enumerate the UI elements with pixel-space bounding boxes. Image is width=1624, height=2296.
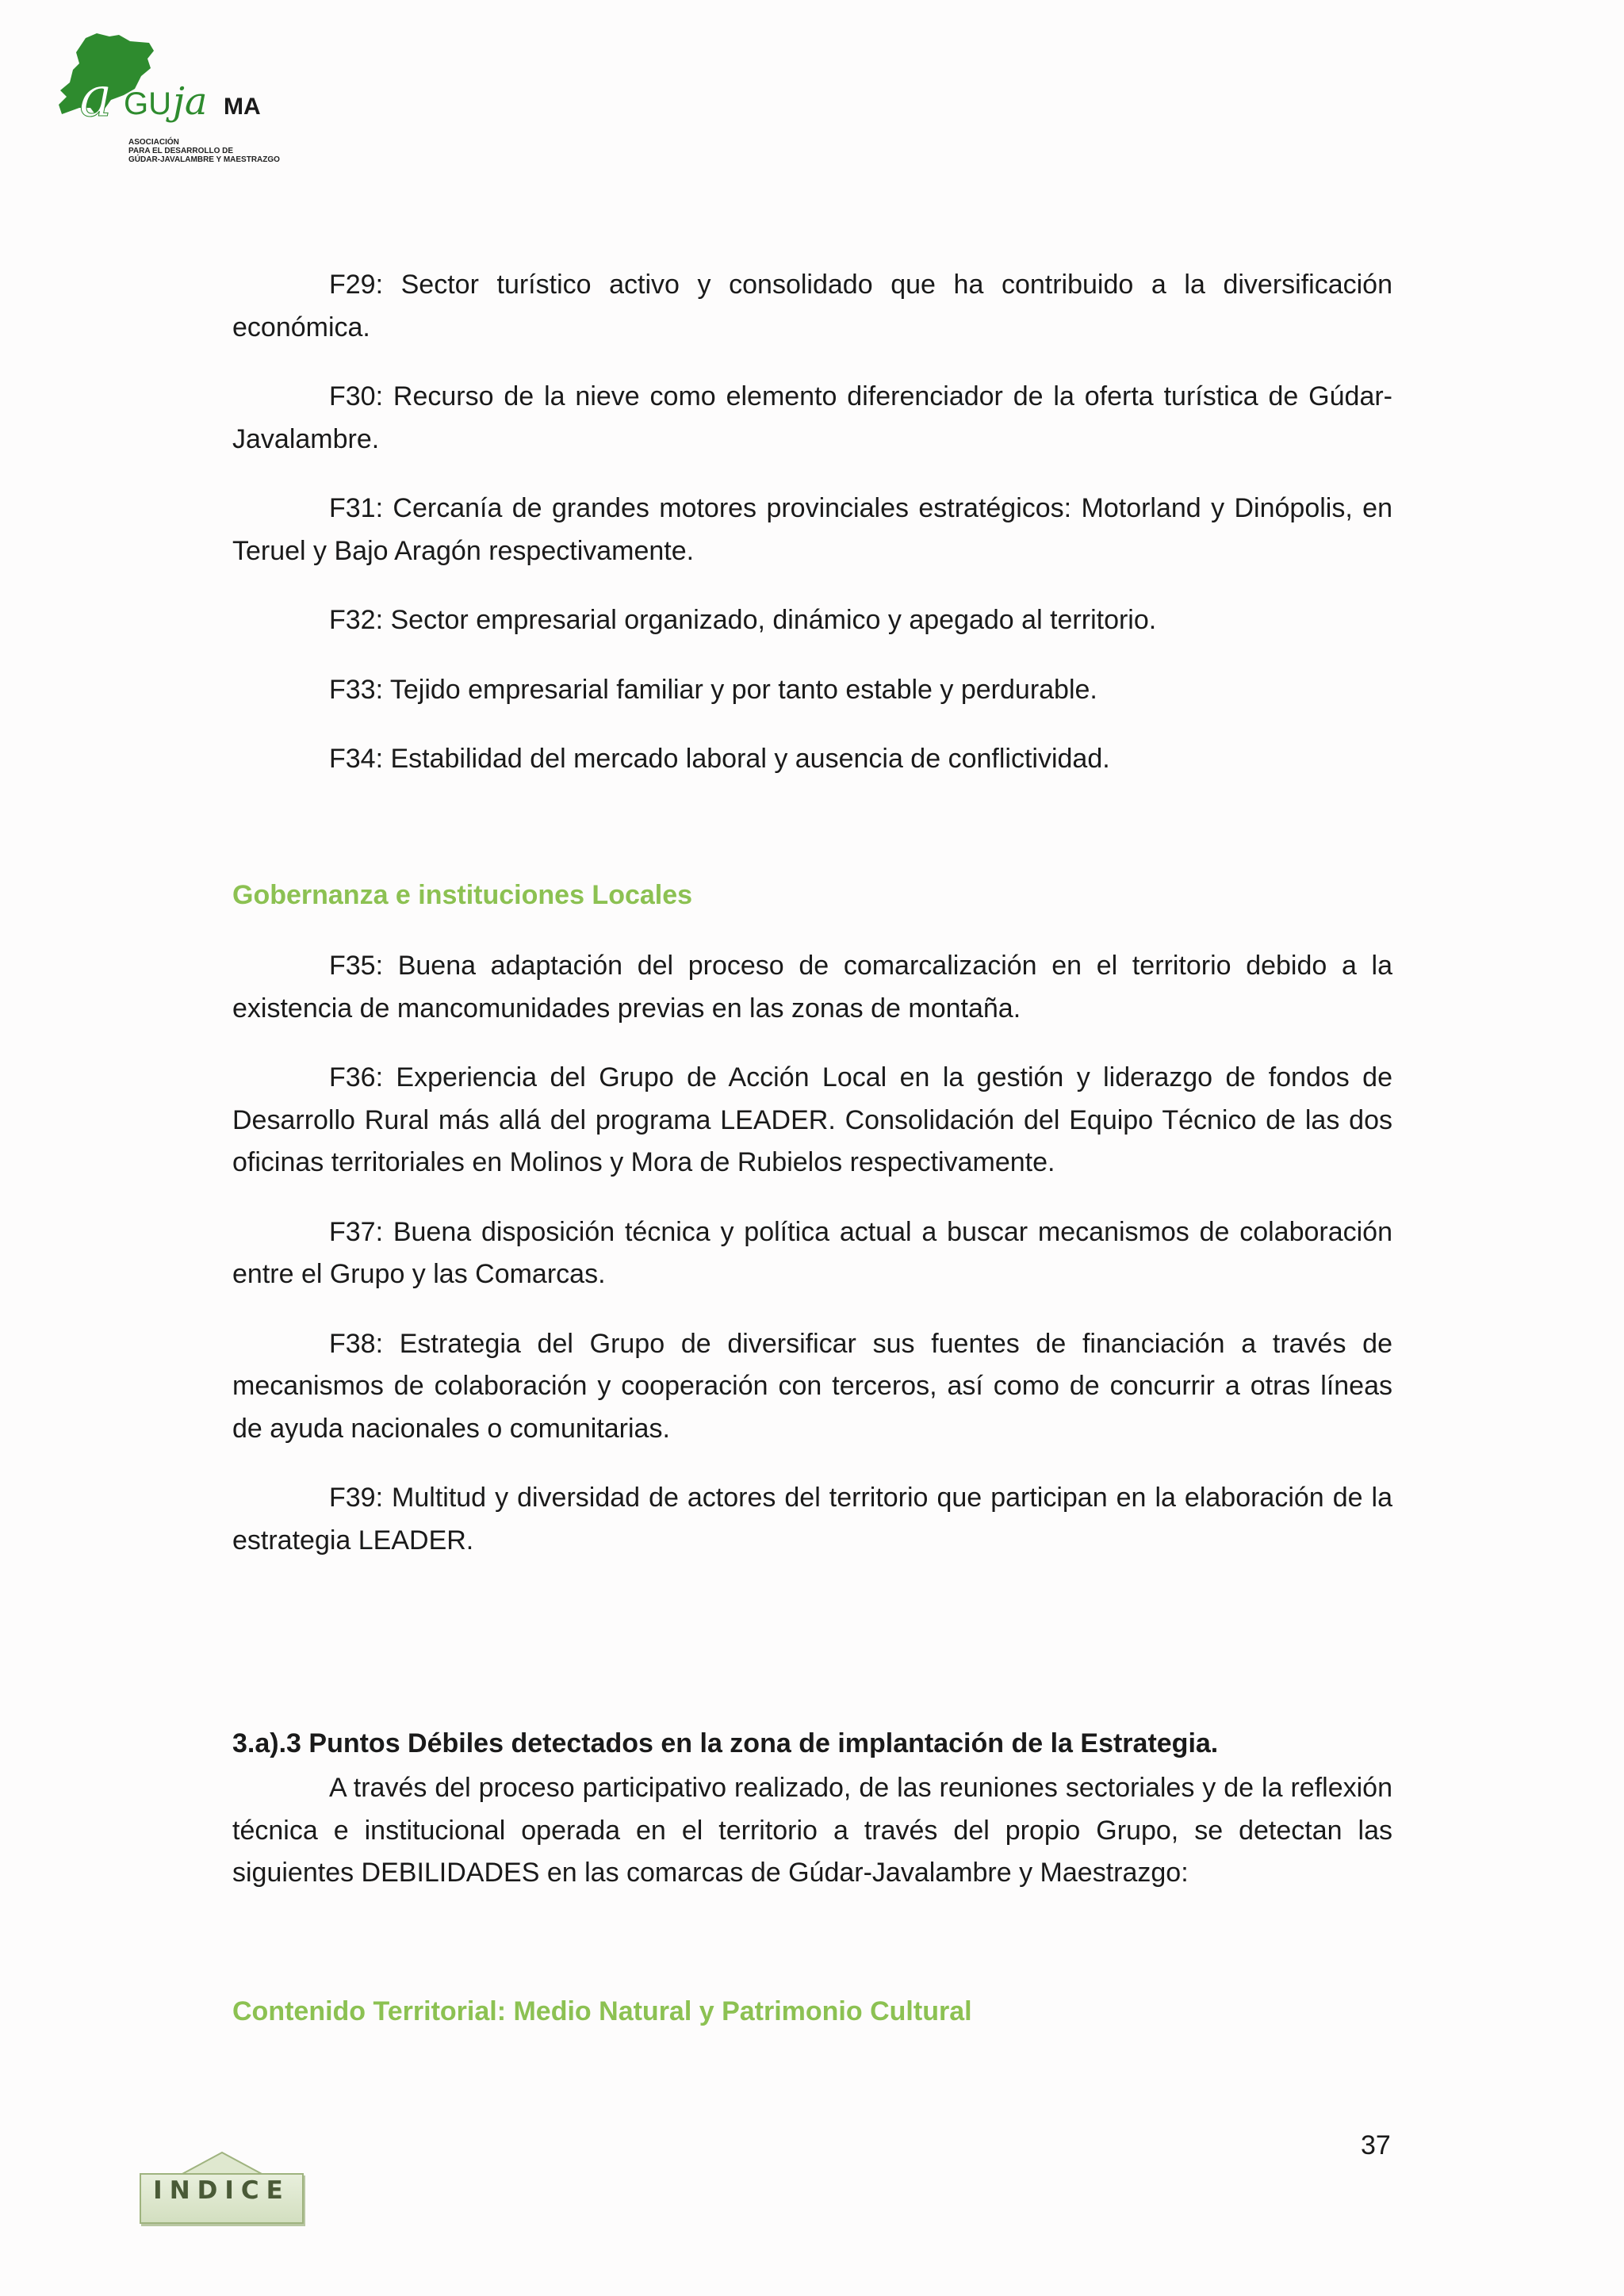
section-heading-weaknesses: 3.a).3 Puntos Débiles detectados en la zona de implantación de la Estrategia. [232, 1728, 1219, 1758]
svg-text:MA: MA [224, 94, 261, 120]
strengths-block-governance [232, 945, 1392, 1562]
indice-label: INDICE [153, 2176, 290, 2205]
paragraph-f33: F33: Tejido empresarial familiar y por tanto estable y perdurable. [329, 674, 1097, 705]
paragraph-f31: F31: Cercanía de grandes motores provinciales estratégicos: Motorland y Dinópolis, en Teruel y Bajo Aragón respectivamente. [232, 493, 1392, 566]
svg-text:GU: GU [124, 86, 171, 121]
paragraph-f36: F36: Experiencia del Grupo de Acción Local en la gestión y liderazgo de fondos de Desarrollo Rural más allá del programa LEADER. Consolidación del Equipo Técnico de las dos oficinas territoriales en Molinos y Mora de Rubielos respectivamente. [232, 1062, 1392, 1177]
logo-subtitle [128, 138, 280, 164]
heading-contenido-territorial: Contenido Territorial: Medio Natural y Patrimonio Cultural [232, 1996, 972, 2026]
paragraph-f34: F34: Estabilidad del mercado laboral y ausencia de conflictividad. [329, 744, 1110, 774]
paragraph-weaknesses-intro: A través del proceso participativo realizado, de las reuniones sectoriales y de la reflexión técnica e institucional operada en el territorio a través del propio Grupo, se detectan las siguientes DEBILIDADES en las comarcas de Gúdar-Javalambre y Maestrazgo: [232, 1773, 1392, 1888]
svg-text:ja: ja [173, 79, 208, 124]
page-number: 37 [1361, 2130, 1391, 2160]
paragraph-f38: F38: Estrategia del Grupo de diversificar sus fuentes de financiación a través de mecanismos de colaboración y cooperación con terceros, así como de concurrir a otras líneas de ayuda nacionales o comunitarias. [232, 1328, 1392, 1444]
heading-gobernanza: Gobernanza e instituciones Locales [232, 880, 693, 910]
strengths-block-economy [232, 264, 1392, 781]
logo-sub-line: GÚDAR-JAVALAMBRE Y MAESTRAZGO [128, 155, 280, 164]
paragraph-f35: F35: Buena adaptación del proceso de comarcalización en el territorio debido a la existencia de mancomunidades previas en las zonas de montaña. [232, 951, 1392, 1024]
paragraph-f32: F32: Sector empresarial organizado, dinámico y apegado al territorio. [329, 605, 1157, 635]
logo-map-icon [56, 32, 293, 135]
paragraph-f29: F29: Sector turístico activo y consolidado que ha contribuido a la diversificación económica. [232, 270, 1392, 342]
paragraph-f30: F30: Recurso de la nieve como elemento diferenciador de la oferta turística de Gúdar-Javalambre. [232, 381, 1392, 454]
logo-sub-line: PARA EL DESARROLLO DE [128, 147, 234, 155]
paragraph-f37: F37: Buena disposición técnica y política actual a buscar mecanismos de colaboración entre el Grupo y las Comarcas. [232, 1216, 1392, 1289]
section-intro [232, 1767, 1392, 1895]
logo-sub-line: ASOCIACIÓN [128, 138, 179, 147]
paragraph-f39: F39: Multitud y diversidad de actores del territorio que participan en la elaboración de la estrategia LEADER. [232, 1483, 1392, 1556]
svg-text:a: a [79, 64, 113, 129]
indice-button[interactable] [140, 2151, 304, 2224]
